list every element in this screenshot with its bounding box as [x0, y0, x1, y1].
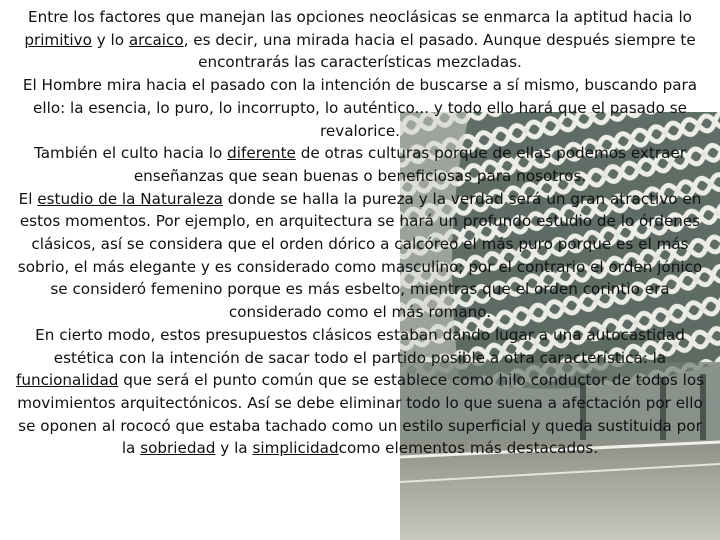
text-run: que será el punto común que se establece como hilo conductor de todos los movimientos arquitectónicos. Así se debe eliminar todo lo que suena a afectación por ello se oponen al rococó que estaba tachado como un estilo superficial y queda sustituida por la [17, 371, 705, 458]
underlined-term-diferente: diferente [227, 144, 296, 163]
text-run: como elementos más destacados. [338, 439, 599, 458]
text-run: , es decir, una mirada hacia el pasado. Aunque después siempre te encontrarás las características mezcladas. [183, 30, 696, 72]
underlined-term-sobriedad: sobriedad [140, 439, 216, 458]
paragraph-funcionalidad [14, 324, 706, 460]
text-run: El [18, 189, 38, 208]
underlined-term-naturaleza: estudio de la Naturaleza [37, 189, 223, 208]
paragraph-diferente [14, 142, 706, 187]
paragraph-primitivo [14, 6, 706, 74]
underlined-term-simplicidad: simplicidad [252, 439, 339, 458]
text-run: y lo [91, 30, 129, 49]
underlined-term-primitivo: primitivo [24, 30, 92, 49]
body-text [14, 6, 706, 460]
text-run: También el culto hacia lo [33, 144, 228, 163]
text-run: Entre los factores que manejan las opciones neoclásicas se enmarca la aptitud hacia lo [28, 8, 692, 26]
paragraph-naturaleza [14, 188, 706, 324]
text-run: El Hombre mira hacia el pasado con la intención de buscarse a sí mismo, buscando para ello: la esencia, lo puro, lo incorrupto, lo auténtico... y todo ello hará que el pasado se revalorice. [22, 76, 698, 140]
underlined-term-funcionalidad: funcionalidad [15, 371, 119, 390]
text-run: donde se halla la pureza y la verdad será un gran atractivo en estos momentos. Por ejemplo, en arquitectura se hará un profundo estudio de lo órdenes clásicos, así se considera que el orden dórico a calcóreo el más puro porque es el más sobrio, el más elegante y es considerado como masculino; por el contrario el orden jónico se consideró femenino porque es más esbelto, mientras que el orden corintio era considerado como el más romano. [17, 189, 703, 322]
text-run: y la [215, 439, 253, 458]
paragraph-hombre [14, 74, 706, 142]
text-run: En cierto modo, estos presupuestos clásicos estaban dando lugar a una autocastidad estética con la intención de sacar todo el partido posible a otra característica: la [35, 325, 685, 367]
underlined-term-arcaico: arcaico [128, 30, 184, 49]
text-run: de otras culturas porque de ellas podemos extraer enseñanzas que sean buenas o beneficiosas para nosotros. [133, 144, 687, 185]
